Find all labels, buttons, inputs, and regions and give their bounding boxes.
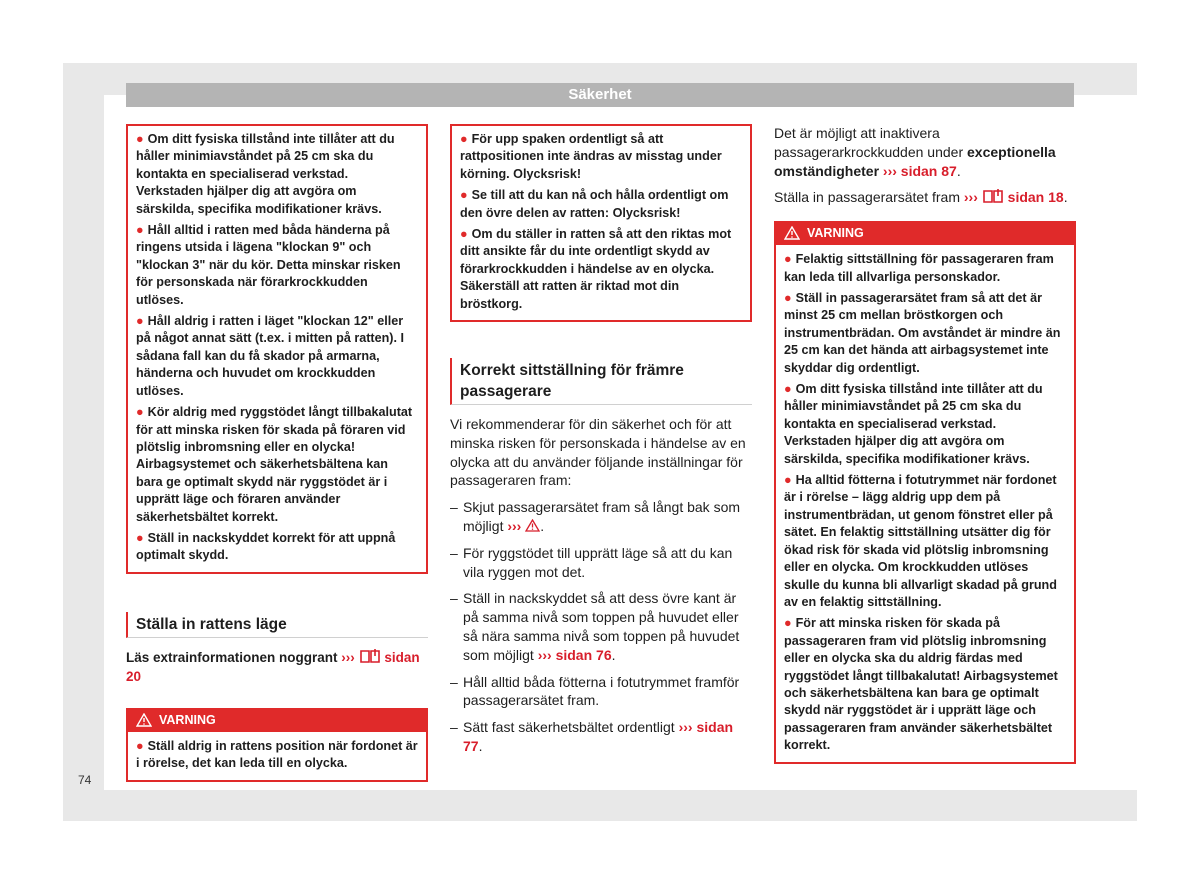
warning-triangle-icon bbox=[525, 519, 540, 532]
warning-box-continued bbox=[126, 124, 428, 574]
warning-item: ● Om du ställer in ratten så att den riktas mot ditt ansikte får du inte ordentligt skydd av förarkrockkudden i händelse av en olycka. Säkerställ att ratten är riktad mot din bröstkorg. bbox=[460, 227, 732, 311]
warning-box bbox=[126, 708, 428, 782]
read-more-note: Läs extrainformationen noggrant ››› sidan 20 bbox=[126, 649, 420, 684]
paragraph: Det är möjligt att inaktivera passagerarkrockkudden under exceptionella omständigheter ››› sidan 87. bbox=[774, 125, 1056, 179]
warning-header: VARNING bbox=[774, 221, 1076, 245]
list-item: – Ställ in nackskyddet så att dess övre kant är på samma nivå som toppen på huvudet eller så nära samma nivå som toppen på huvudet som möjligt ››› sidan 76. bbox=[450, 590, 740, 663]
paragraph: Ställa in passagerarsätet fram ››› sidan 18. bbox=[774, 189, 1068, 206]
warning-item: ● Om ditt fysiska tillstånd inte tillåter att du håller minimiavståndet på 25 cm ska du kontakta en specialiserad verkstad. Verkstaden hjälper dig att avgöra om särskilda, specifika modifikationer krävs. bbox=[784, 382, 1043, 466]
warning-box bbox=[774, 221, 1076, 763]
warning-item: ● Om ditt fysiska tillstånd inte tillåter att du håller minimiavståndet på 25 cm ska du kontakta en specialiserad verkstad. Verkstaden hjälper dig att avgöra om särskilda, specifika modifikationer krävs. bbox=[136, 132, 395, 216]
warning-item: ● Ställ in nackskyddet korrekt för att uppnå optimalt skydd. bbox=[136, 530, 396, 563]
book-icon bbox=[982, 188, 1004, 204]
column-3 bbox=[774, 124, 1076, 764]
page-link[interactable]: sidan 87 bbox=[900, 162, 957, 179]
warning-item: ● Felaktig sittställning för passageraren fram kan leda till allvarliga personskador. bbox=[784, 252, 1054, 284]
page-link[interactable]: sidan 77 bbox=[463, 719, 734, 755]
warning-header: VARNING bbox=[126, 708, 428, 732]
page-header-title: Säkerhet bbox=[126, 83, 1074, 107]
warning-item: ● Ställ in passagerarsätet fram så att det är minst 25 cm mellan bröstkorgen och instrumentbrädan. Om avståndet är mindre än 25 cm kan det hända att airbagsystemet inte skyddar dig ordentligt. bbox=[784, 291, 1061, 375]
warning-item: ● För att minska risken för skada på passageraren fram vid plötslig inbromsning eller en olycka ska du aldrig färdas med ryggstödet långt tillbakalutat! Airbagsystemet och säkerhetsbältena kan bara ge optimalt skydd när ryggstödet är i upprätt läge och passageraren fram använder säkerhetsbältet korrekt. bbox=[784, 616, 1058, 753]
warning-body bbox=[774, 245, 1076, 763]
intro-paragraph: Vi rekommenderar för din säkerhet och för att minska risken för personskada i händelse av en olycka att du använder följande inställningar för passageraren fram: bbox=[450, 416, 746, 489]
warning-item: ● Ha alltid fötterna i fotutrymmet när fordonet är i rörelse – lägg aldrig upp dem på instrumentbrädan, ut genom fönstret eller på sätet. En felaktig sittställning utsätter dig för ökad risk för skada vid plötslig inbromsning eller en olycka. Om krockkudden utlöses skulle du kunna bli allvarligt skadad på grund av en felaktig sittställning. bbox=[784, 473, 1057, 609]
warning-item: ● Håll alltid i ratten med båda händerna på ringens utsida i lägena "klockan 9" och "klockan 3" när du kör. Detta minskar risken för personskada när förarkrockkudden utlöses. bbox=[136, 223, 401, 307]
warning-box-continued bbox=[450, 124, 752, 322]
warning-item: ● Håll aldrig i ratten i läget "klockan 12" eller på något annat sätt (t.ex. i mitten på ratten). I sådana fall kan du få skador på armarna, händerna och huvudet om krockkudden utlöses. bbox=[136, 314, 404, 398]
warning-item: ● Se till att du kan nå och hålla ordentligt om den övre delen av ratten: Olycksrisk! bbox=[460, 188, 729, 220]
section-title: Korrekt sittställning för främre passagerare bbox=[450, 358, 752, 405]
section-title: Ställa in rattens läge bbox=[126, 612, 428, 638]
column-1 bbox=[126, 124, 428, 782]
column-2 bbox=[450, 124, 752, 764]
warning-item: ● För upp spaken ordentligt så att rattpositionen inte ändras av misstag under körning. Olycksrisk! bbox=[460, 132, 722, 181]
page-link[interactable]: sidan 18 bbox=[1007, 189, 1064, 206]
list-item: – Håll alltid båda fötterna i fotutrymmet framför passagerarsätet fram. bbox=[450, 673, 740, 709]
list-item: – För ryggstödet till upprätt läge så att du kan vila ryggen mot det. bbox=[450, 544, 733, 580]
list-item: – Sätt fast säkerhetsbältet ordentligt ››› sidan 77. bbox=[450, 719, 734, 755]
warning-item: ● Kör aldrig med ryggstödet långt tillbakalutat för att minska risken för skada på föraren vid plötslig inbromsning eller en olycka! Airbagsystemet och säkerhetsbältena kan bara ge optimalt skydd när ryggstödet är i upprätt läge och föraren använder säkerhetsbältet korrekt. bbox=[136, 405, 413, 524]
warning-body bbox=[126, 732, 428, 782]
warning-item: ● Ställ aldrig in rattens position när fordonet är i rörelse, det kan leda till en olycka. bbox=[136, 738, 418, 771]
page-link[interactable]: sidan 20 bbox=[126, 649, 420, 684]
page-number: 74 bbox=[78, 773, 92, 787]
warning-triangle-icon bbox=[784, 226, 800, 240]
page-link[interactable]: sidan 76 bbox=[555, 646, 612, 663]
warning-triangle-icon bbox=[136, 713, 152, 727]
book-icon bbox=[359, 648, 381, 664]
list-item: – Skjut passagerarsätet fram så långt bak som möjligt ››› . bbox=[450, 499, 741, 535]
